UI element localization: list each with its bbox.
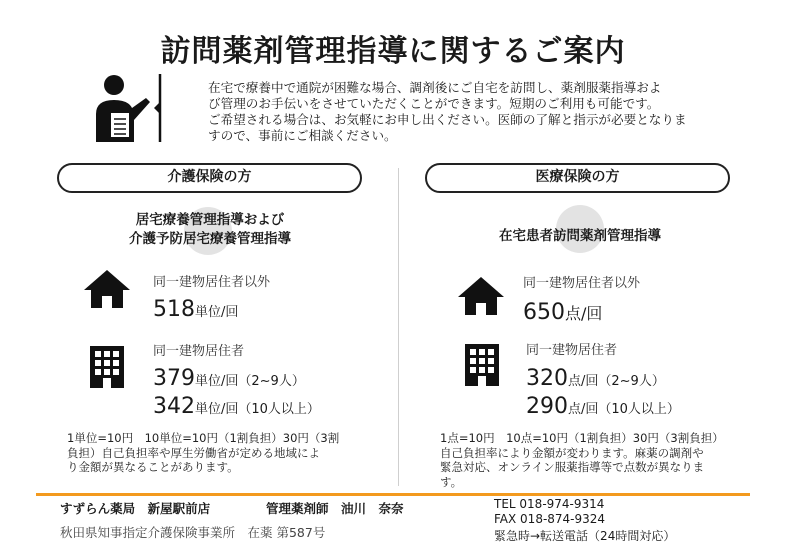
price-unit: 単位/回（10人以上）: [195, 402, 320, 417]
emergency-contact: 緊急時→転送電話（24時間対応）: [494, 529, 676, 543]
intro-line: び管理のお手伝いをさせていただくことができます。短期のご利用も可能です。: [208, 96, 660, 111]
note-line: 1点=10円 10点=10円（1割負担）30円（3割負担）: [440, 431, 724, 445]
non-same-building-label: 同一建物居住者以外: [523, 276, 641, 291]
same-building-label: 同一建物居住者: [526, 343, 618, 358]
care-price-10plus: [153, 394, 320, 419]
license-number: 秋田県知事指定介護保険事業所 在薬 第587号: [60, 525, 326, 540]
price-value: 650: [523, 300, 565, 325]
medical-price-2-9: [526, 366, 665, 391]
note-line: り金額が異なることがあります。: [67, 460, 239, 474]
phone-number: TEL 018-974-9314: [494, 497, 605, 511]
same-building-label: 同一建物居住者: [153, 344, 245, 359]
medical-price-single: [523, 300, 602, 325]
price-unit: 点/回（2~9人）: [568, 374, 665, 389]
pharmacist-icon: [88, 72, 168, 144]
intro-text: [208, 80, 728, 144]
price-value: 320: [526, 366, 568, 391]
intro-line: すので、事前にご相談ください。: [208, 128, 397, 143]
medical-insurance-header: 医療保険の方: [425, 163, 730, 193]
building-icon: [464, 343, 500, 387]
price-unit: 点/回（10人以上）: [568, 402, 680, 417]
price-value: 290: [526, 394, 568, 419]
note-line: 1単位=10円 10単位=10円（1割負担）30円（3割: [67, 431, 340, 445]
care-service-title-line: 居宅療養管理指導および: [135, 212, 285, 228]
care-price-single: [153, 297, 238, 322]
house-icon: [456, 275, 506, 317]
note-line: 緊急対応、オンライン服薬指導等で点数が異なりま: [440, 460, 705, 474]
medical-price-10plus: [526, 394, 680, 419]
building-icon: [89, 345, 125, 389]
non-same-building-label: 同一建物居住者以外: [153, 275, 271, 290]
care-price-2-9: [153, 366, 305, 391]
price-value: 379: [153, 366, 195, 391]
price-unit: 単位/回（2~9人）: [195, 374, 305, 389]
pharmacist-manager: 管理薬剤師 油川 奈奈: [266, 501, 404, 516]
note-line: 自己負担率により金額が変わります。麻薬の調剤や: [440, 445, 704, 460]
care-service-title-line: 介護予防居宅療養管理指導: [129, 231, 291, 247]
care-insurance-header: 介護保険の方: [57, 163, 362, 193]
care-note: [67, 431, 387, 475]
intro-line: 在宅で療養中で通院が困難な場合、調剤後にご自宅を訪問し、薬剤服薬指導およ: [208, 80, 662, 95]
fax-number: FAX 018-874-9324: [494, 512, 606, 526]
footer-divider: [36, 493, 750, 496]
medical-note: [440, 431, 760, 489]
column-divider: [398, 168, 399, 486]
house-icon: [82, 268, 132, 310]
pharmacy-name: すずらん薬局 新屋駅前店: [60, 501, 211, 516]
price-value: 342: [153, 394, 195, 419]
note-line: す。: [440, 474, 463, 489]
price-value: 518: [153, 297, 195, 322]
page-title: 訪問薬剤管理指導に関するご案内: [160, 34, 626, 69]
medical-service-title: 在宅患者訪問薬剤管理指導: [499, 228, 661, 244]
price-unit: 点/回: [565, 304, 603, 323]
care-service-title: [90, 211, 330, 249]
price-unit: 単位/回: [195, 305, 239, 320]
intro-line: ご希望される場合は、お気軽にお申し出ください。医師の了解と指示が必要となりま: [208, 112, 687, 127]
note-line: 負担）自己負担率や厚生労働省が定める地域によ: [67, 445, 320, 460]
